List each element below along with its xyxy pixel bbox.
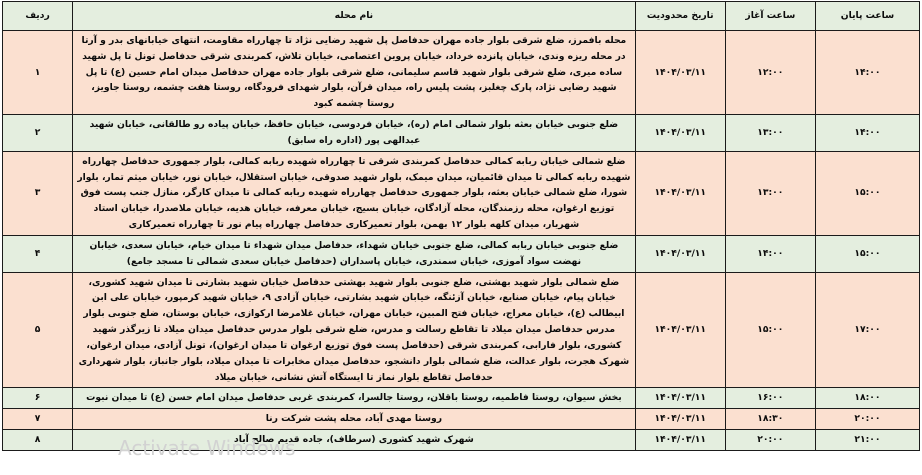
cell-start-time: ۱۲:۰۰ [725, 31, 815, 115]
cell-end-time: ۱۷:۰۰ [815, 272, 919, 388]
cell-end-time: ۱۸:۰۰ [815, 388, 919, 409]
table-row [3, 235, 920, 272]
cell-area-name: محله بافمرز، ضلع شرقی بلوار جاده مهران حدفاصل پل شهید رضایی نژاد تا چهارراه مقاومت، انتهای خیابانهای بدر و آرتا در محله ریزه وندی، خیابان پانزده خرداد، خیابان پروین اعتصامی، خیابان تلاش، کمربندی شرقی حدفاصل تونل تا پل شهید ساده میری، ضلع شرقی بلوار شهید قاسم سلیمانی، ضلع شرقی بلوار جاده مهران حدفاصل میدان امام حسین (ع) تا پل شهید رضایی نژاد، پارک چغلبز، پشت پلیس راه، میدان قرآن، بلوار شهدای فرودگاه، روستا هفت چشمه، روستا جاویز، روستا چشمه کبود [73, 31, 636, 115]
cell-index: ۵ [3, 272, 73, 388]
cell-area-name: ضلع شمالی خیابان ربابه کمالی حدفاصل کمربندی شرقی تا چهارراه شهیده ربابه کمالی، بلوار جمهوری حدفاصل چهارراه شهیده ربابه کمالی تا میدان قائمیان، میدان میمک، بلوار شهید صدوقی، خیابان استقلال، خیابان نور، خیابان میثم تمار، بلوار شورا، ضلع شمالی خیابان بعثه، بلوار جمهوری حدفاصل چهارراه شهیده ربابه کمالی تا میدان کارگر، منازل جنب پست فوق توزیع ارغوان، محله رزمندگان، محله آزادگان، خیابان بسیج، خیابان معرفه، خیابان هدیه، خیابان ملاصدرا، خیابان استاد شهریار، میدان کلهه بلوار ۱۲ بهمن، بلوار تعمیرکاری حدفاصل چهارراه پیام نور تا چهارراه تعمیرکاری [73, 151, 636, 235]
cell-area-name: ضلع شمالی بلوار شهید بهشتی، ضلع جنوبی بلوار شهید بهشتی حدفاصل خیابان شهید بشارتی تا میدان شهید کشوری، خیابان پیام، خیابان صنایع، خیابان آزئنگه، خیابان شهید بشارتی، خیابان آزادی ۹، خیابان شهید کرمپور، خیابان علی ابن ابیطالب (ع)، خیابان معراج، خیابان فتح المبین، خیابان مهران، خیابان غلامرضا ارکوازی، خیابان بوستان، ضلع جنوبی بلوار مدرس حدفاصل میدان میلاد تا تقاطع رسالت و مدرس، ضلع شرقی بلوار مدرس حدفاصل میدان میلاد تا زیرگذر شهید کشوری، بلوار فارابی، کمربندی شرقی (حدفاصل پست فوق توزیع ارغوان تا میدان ارغوان)، تونل آزادی، میدان ارغوان، شهرک هجرت، بلوار عدالت، ضلع شمالی بلوار دانشجو، حدفاصل میدان مخابرات تا میدان میلاد، بلوار جانباز، بلوار شهرداری حدفاصل تقاطع بلوار نماز تا ایستگاه آتش نشانی، خیابان میلاد [73, 272, 636, 388]
cell-index: ۴ [3, 235, 73, 272]
cell-start-time: ۱۳:۰۰ [725, 151, 815, 235]
table-row [3, 409, 920, 430]
table-body [3, 31, 920, 451]
cell-index: ۲ [3, 115, 73, 152]
cell-start-time: ۱۳:۰۰ [725, 115, 815, 152]
cell-index: ۳ [3, 151, 73, 235]
cell-start-time: ۱۸:۳۰ [725, 409, 815, 430]
table-header-row [3, 2, 920, 31]
cell-date: ۱۴۰۴/۰۳/۱۱ [635, 235, 725, 272]
table-row [3, 388, 920, 409]
cell-end-time: ۱۴:۰۰ [815, 115, 919, 152]
cell-start-time: ۲۰:۰۰ [725, 430, 815, 451]
cell-date: ۱۴۰۴/۰۳/۱۱ [635, 115, 725, 152]
column-header-area-name: نام محله [73, 2, 636, 31]
column-header-index: ردیف [3, 2, 73, 31]
cell-date: ۱۴۰۴/۰۳/۱۱ [635, 272, 725, 388]
cell-area-name: روستا مهدی آباد، محله پشت شرکت رنا [73, 409, 636, 430]
cell-end-time: ۱۵:۰۰ [815, 151, 919, 235]
column-header-date: تاریخ محدودیت [635, 2, 725, 31]
cell-start-time: ۱۴:۰۰ [725, 235, 815, 272]
cell-date: ۱۴۰۴/۰۳/۱۱ [635, 388, 725, 409]
cell-date: ۱۴۰۴/۰۳/۱۱ [635, 430, 725, 451]
cell-start-time: ۱۵:۰۰ [725, 272, 815, 388]
table-row [3, 115, 920, 152]
table-row [3, 430, 920, 451]
cell-area-name: ضلع جنوبی خیابان بعثه بلوار شمالی امام (ره)، خیابان فردوسی، خیابان حافظ، خیابان پیاده رو طالقانی، خیابان شهید عبدالهی پور (اداره راه سابق) [73, 115, 636, 152]
table-row [3, 151, 920, 235]
cell-start-time: ۱۶:۰۰ [725, 388, 815, 409]
cell-end-time: ۲۱:۰۰ [815, 430, 919, 451]
table-row [3, 31, 920, 115]
cell-date: ۱۴۰۴/۰۳/۱۱ [635, 151, 725, 235]
cell-index: ۱ [3, 31, 73, 115]
outage-schedule-table [2, 1, 920, 451]
cell-area-name: شهرک شهید کشوری (سرطاف)، جاده قدیم صالح آباد [73, 430, 636, 451]
cell-end-time: ۱۴:۰۰ [815, 31, 919, 115]
cell-area-name: ضلع جنوبی خیابان ربابه کمالی، ضلع جنوبی خیابان شهداء، حدفاصل میدان شهداء تا میدان خیام، خیابان سعدی، خیابان نهضت سواد آموزی، خیابان سمندری، خیابان پاسداران (حدفاصل خیابان سعدی شمالی تا مسجد جامع) [73, 235, 636, 272]
column-header-end-time: ساعت پایان [815, 2, 919, 31]
table-row [3, 272, 920, 388]
cell-end-time: ۲۰:۰۰ [815, 409, 919, 430]
cell-area-name: بخش سیوان، روستا فاطمیه، روستا باقلان، روستا جالسرا، کمربندی غربی حدفاصل میدان امام حسن (ع) تا میدان نبوت [73, 388, 636, 409]
schedule-sheet [0, 1, 922, 475]
cell-index: ۷ [3, 409, 73, 430]
column-header-start-time: ساعت آغاز [725, 2, 815, 31]
table-header [3, 2, 920, 31]
cell-index: ۶ [3, 388, 73, 409]
cell-date: ۱۴۰۴/۰۳/۱۱ [635, 409, 725, 430]
cell-date: ۱۴۰۴/۰۳/۱۱ [635, 31, 725, 115]
cell-index: ۸ [3, 430, 73, 451]
cell-end-time: ۱۵:۰۰ [815, 235, 919, 272]
watermark-title: Activate Windows [118, 436, 296, 460]
